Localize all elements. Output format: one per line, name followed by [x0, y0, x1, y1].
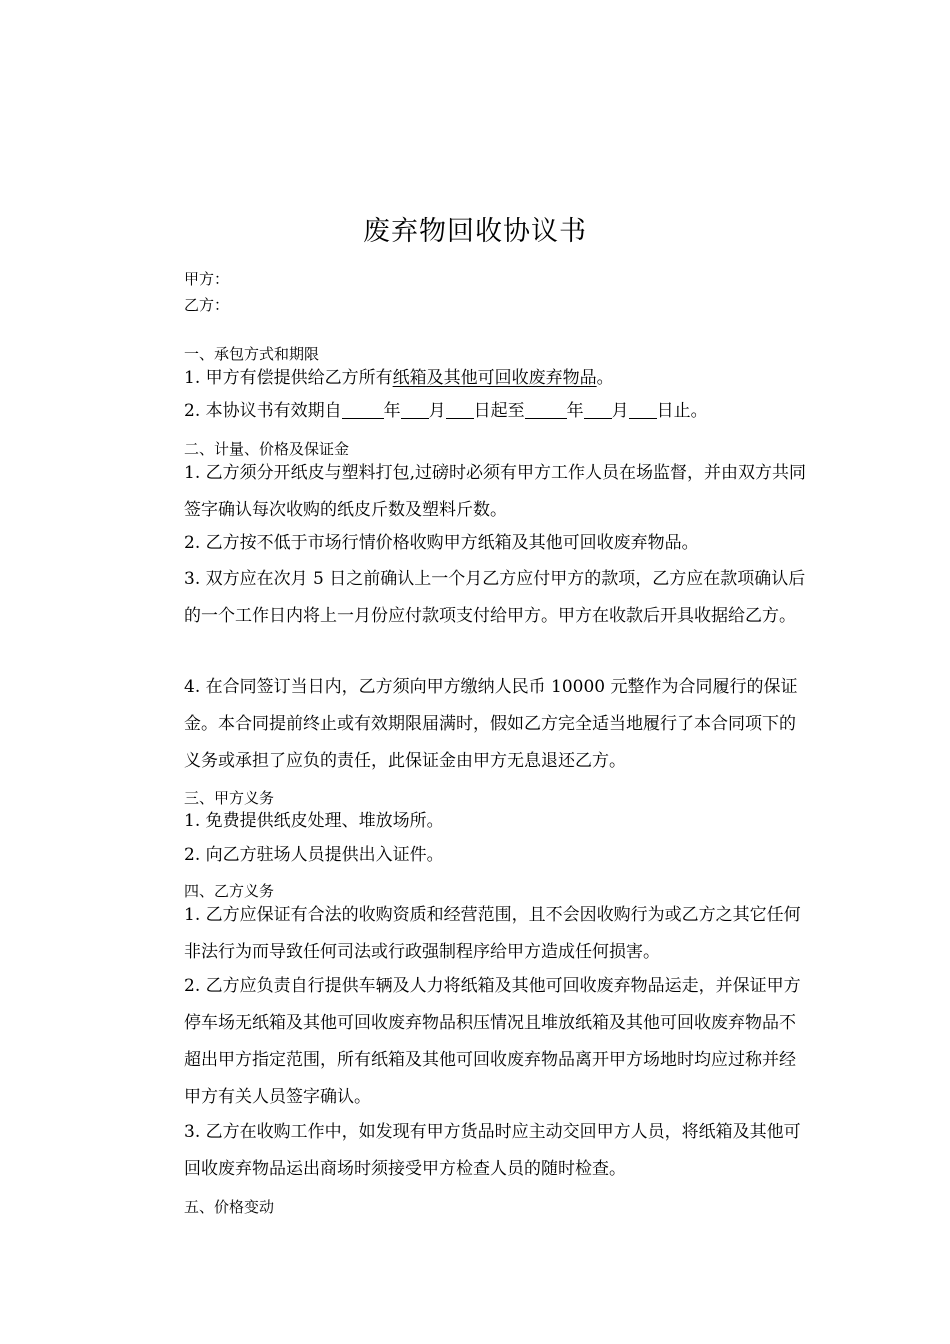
document-title: 废弃物回收协议书: [363, 216, 587, 247]
clause-text: 2. 乙方按不低于市场行情价格收购甲方纸箱及其他可回收废弃物品。: [184, 533, 699, 553]
party-b-label: 乙方：: [184, 296, 230, 314]
clause-text: 2. 向乙方驻场人员提供出入证件。: [184, 845, 444, 865]
clause-text: 2. 乙方应负责自行提供车辆及人力将纸箱及其他可回收废弃物品运走，并保证甲方停车场无纸箱及其他可回收废弃物品积压情况且堆放纸箱及其他可回收废弃物品不超出甲方指定范围，所有纸箱及其他可回收废弃物品离开甲方场地时均应过称并经甲方有关人员签字确认。: [184, 976, 801, 1107]
section-1-heading: 一、承包方式和期限: [184, 345, 320, 363]
underlined-term: 纸箱及其他可回收废弃物品: [392, 368, 597, 388]
start-day-blank[interactable]: [446, 400, 474, 419]
section-2-clause-4: [146, 669, 811, 780]
section-2-clause-3: [146, 561, 811, 635]
clause-text: 3. 乙方在收购工作中，如发现有甲方货品时应主动交回甲方人员，将纸箱及其他可回收废弃物品运出商场时须接受甲方检查人员的随时检查。: [184, 1122, 801, 1179]
section-4-clause-3: [146, 1114, 811, 1188]
day-end-label: 日止。: [656, 401, 708, 421]
section-4-clause-2: [146, 968, 811, 1116]
section-3-heading: 三、甲方义务: [184, 789, 275, 807]
start-month-blank[interactable]: [401, 400, 429, 419]
section-2-heading: 二、计量、价格及保证金: [184, 440, 350, 458]
end-month-blank[interactable]: [584, 400, 612, 419]
party-a-label: 甲方：: [184, 270, 230, 288]
month-label-2: 月: [611, 401, 629, 421]
section-5-heading: 五、价格变动: [184, 1198, 275, 1216]
section-4-heading: 四、乙方义务: [184, 882, 275, 900]
year-label-2: 年: [566, 401, 584, 421]
month-label: 月: [428, 401, 446, 421]
section-2-clause-2: [146, 525, 811, 562]
section-1-clause-1: [146, 360, 811, 397]
end-day-blank[interactable]: [629, 400, 657, 419]
section-2-clause-1: [146, 455, 811, 529]
clause-text: 1. 乙方应保证有合法的收购资质和经营范围，且不会因收购行为或乙方之其它任何非法行为而导致任何司法或行政强制程序给甲方造成任何损害。: [184, 905, 801, 962]
section-4-clause-1: [146, 897, 811, 971]
clause-text-end: 。: [596, 368, 614, 388]
clause-text: 1. 免费提供纸皮处理、堆放场所。: [184, 811, 444, 831]
section-3-clause-2: [146, 837, 811, 874]
end-year-blank[interactable]: [525, 400, 567, 419]
clause-text: 4. 在合同签订当日内，乙方须向甲方缴纳人民币 10000 元整作为合同履行的保证金。本合同提前终止或有效期限届满时，假如乙方完全适当地履行了本合同项下的义务或承担了应负的责任，此保证金由甲方无息退还乙方。: [184, 677, 798, 771]
day-to-label: 日起至: [473, 401, 525, 421]
clause-text: 1. 乙方须分开纸皮与塑料打包,过磅时必须有甲方工作人员在场监督，并由双方共同签字确认每次收购的纸皮斤数及塑料斤数。: [184, 463, 807, 520]
clause-text: 3. 双方应在次月 5 日之前确认上一个月乙方应付甲方的款项，乙方应在款项确认后的一个工作日内将上一月份应付款项支付给甲方。甲方在收款后开具收据给乙方。: [184, 569, 806, 626]
clause-text: 2. 本协议书有效期自: [184, 401, 342, 421]
year-label: 年: [383, 401, 401, 421]
clause-text: 1. 甲方有偿提供给乙方所有: [184, 368, 393, 388]
section-3-clause-1: [146, 803, 811, 840]
section-1-clause-2: [146, 393, 811, 430]
start-year-blank[interactable]: [342, 400, 384, 419]
